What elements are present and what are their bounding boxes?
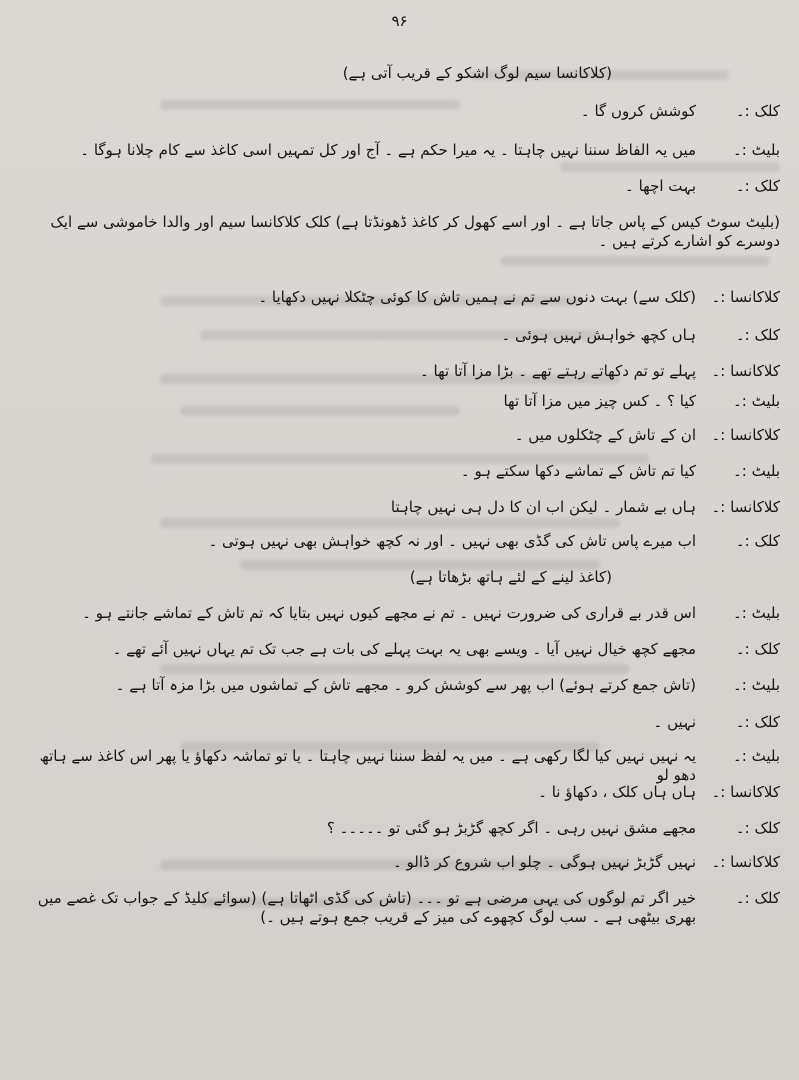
dialogue-line [26,288,780,307]
speaker-name: کلاکانسا :۔ [711,783,780,801]
dialogue-text: (تاش جمع کرتے ہوئے) اب پھر سے کوشش کرو ۔ مجھے تاش کے تماشوں میں بڑا مزہ آتا ہے ۔ [115,676,696,694]
dialogue-line [26,392,780,411]
dialogue-text: ہاں کچھ خواہش نہیں ہوئی ۔ [501,326,696,344]
speaker-name: کلک :۔ [735,326,780,344]
stage-direction-text: (بلیٹ سوٹ کیس کے پاس جاتا ہے ۔ اور اسے کھول کر کاغذ ڈھونڈتا ہے) کلک کلاکانسا سیم اور والدا خاموشی سے ایک دوسرے کو اشارے کرتے ہیں ۔ [50,213,780,250]
dialogue-text: خیر اگر تم لوگوں کی یہی مرضی ہے تو ۔۔۔ (تاش کی گڈی اٹھاتا ہے) (سوائے کلیڈ کے جواب تک غصے میں بھری بیٹھی ہے ۔ سب لوگ کچھوے کی میز کے قریب جمع ہوتے ہیں ۔) [37,889,696,926]
dialogue-line [26,326,780,345]
speaker-name: کلک :۔ [735,889,780,907]
dialogue-text: اس قدر بے قراری کی ضرورت نہیں ۔ تم نے مجھے کیوں نہیں بتایا کہ تم تاش کے تماشے جانتے ہو ۔ [82,604,696,622]
speaker-name: کلک :۔ [735,713,780,731]
dialogue-line [26,889,780,927]
stage-direction-text: (کلاکانسا سیم لوگ اشکو کے قریب آتی ہے) [342,64,612,82]
dialogue-text: کیا تم تاش کے تماشے دکھا سکتے ہو ۔ [460,462,696,480]
dialogue-line [26,819,780,838]
dialogue-text: مجھے کچھ خیال نہیں آیا ۔ ویسے بھی یہ بہت پہلے کی بات ہے جب تک تم یہاں نہیں آئے تھے ۔ [112,640,696,658]
speaker-name: بلیٹ :۔ [732,604,780,622]
dialogue-line [26,462,780,481]
dialogue-text: کیا ؟ ۔ کس چیز میں مزا آتا تھا [503,392,696,410]
dialogue-text: کوشش کروں گا ۔ [580,102,696,120]
dialogue-text: پہلے تو تم دکھاتے رہتے تھے ۔ بڑا مزا آتا تھا ۔ [420,362,696,380]
dialogue-line [26,676,780,695]
page-number: ۹۶ [391,12,408,30]
speaker-name: کلاکانسا :۔ [711,426,780,444]
dialogue-text: ان کے تاش کے چٹکلوں میں ۔ [514,426,696,444]
speaker-name: بلیٹ :۔ [732,676,780,694]
speaker-name: کلاکانسا :۔ [711,288,780,306]
speaker-name: کلاکانسا :۔ [711,362,780,380]
dialogue-text: ہاں ہاں کلک ، دکھاؤ نا ۔ [538,783,696,801]
dialogue-text: میں یہ الفاظ سننا نہیں چاہتا ۔ یہ میرا حکم ہے ۔ آج اور کل تمہیں اسی کاغذ سے کام چلانا ہوگا ۔ [80,141,696,159]
speaker-name: کلک :۔ [735,819,780,837]
speaker-name: کلک :۔ [735,532,780,550]
speaker-name: کلاکانسا :۔ [711,498,780,516]
dialogue-line [26,102,780,121]
dialogue-text: (کلک سے) بہت دنوں سے تم نے ہمیں تاش کا کوئی چٹکلا نہیں دکھایا ۔ [258,288,696,306]
dialogue-line [26,426,780,445]
dialogue-line [26,783,780,802]
speaker-name: بلیٹ :۔ [732,462,780,480]
speaker-name: بلیٹ :۔ [732,141,780,159]
dialogue-line [26,498,780,517]
speaker-name: کلک :۔ [735,177,780,195]
speaker-name: بلیٹ :۔ [732,747,780,765]
stage-direction [26,213,780,251]
dialogue-line [26,532,780,551]
stage-direction-text: (کاغذ لینے کے لئے ہاتھ بڑھاتا ہے) [409,568,612,586]
dialogue-line [26,853,780,872]
stage-direction [26,64,780,83]
dialogue-text: نہیں گڑبڑ نہیں ہوگی ۔ چلو اب شروع کر ڈالو ۔ [392,853,696,871]
dialogue-line [26,713,780,732]
dialogue-text: ہاں بے شمار ۔ لیکن اب ان کا دل ہی نہیں چاہتا [390,498,696,516]
dialogue-text: مجھے مشق نہیں رہی ۔ اگر کچھ گڑبڑ ہو گئی تو ۔۔۔۔۔ ؟ [326,819,696,837]
speaker-name: کلک :۔ [735,640,780,658]
dialogue-text: یہ نہیں نہیں کیا لگا رکھی ہے ۔ میں یہ لفظ سننا نہیں چاہتا ۔ یا تو تماشہ دکھاؤ یا پھر اس کاغذ سے ہاتھ دھو لو [39,747,696,784]
dialogue-text: بہت اچھا ۔ [625,177,696,195]
dialogue-text: اب میرے پاس تاش کی گڈی بھی نہیں ۔ اور نہ کچھ خواہش بھی نہیں ہوتی ۔ [208,532,696,550]
dialogue-line [26,640,780,659]
dialogue-line [26,362,780,381]
stage-direction [26,568,780,587]
dialogue-line [26,177,780,196]
speaker-name: کلک :۔ [735,102,780,120]
speaker-name: کلاکانسا :۔ [711,853,780,871]
dialogue-line [26,747,780,785]
dialogue-line [26,141,780,160]
speaker-name: بلیٹ :۔ [732,392,780,410]
dialogue-line [26,604,780,623]
dialogue-text: نہیں ۔ [653,713,696,731]
